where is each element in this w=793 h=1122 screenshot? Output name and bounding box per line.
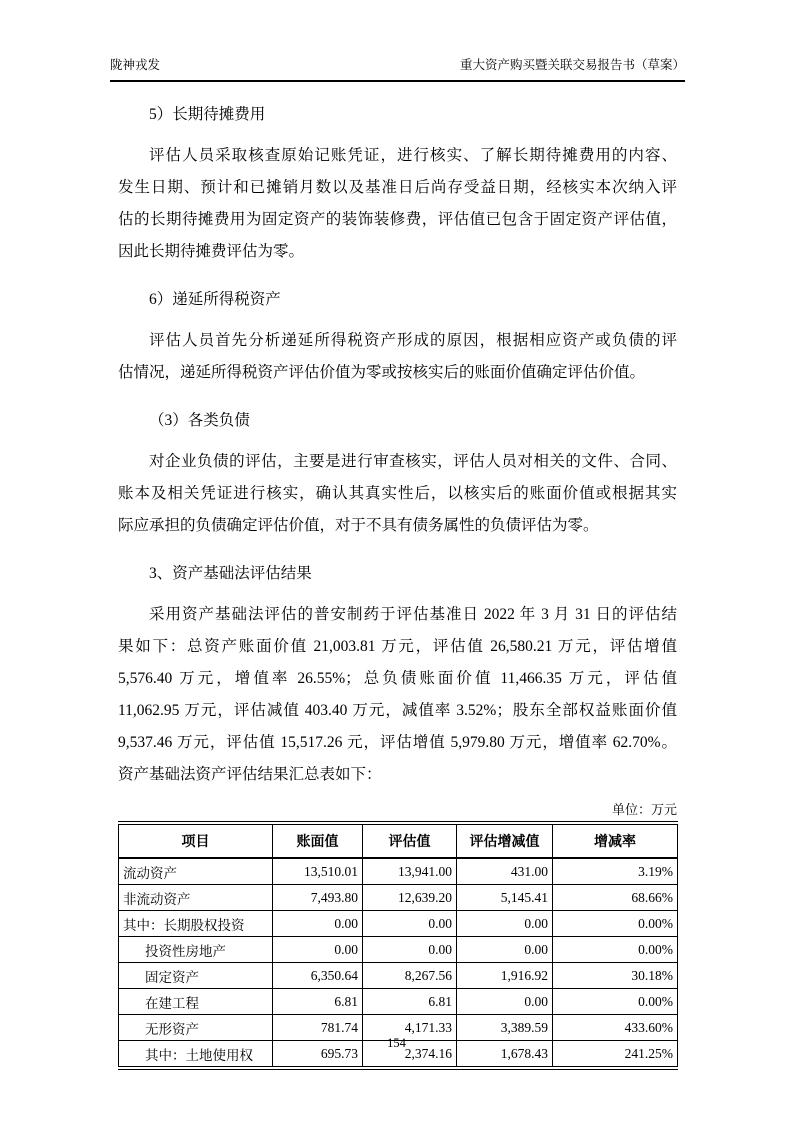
heading-deferred-tax-assets: 6）递延所得税资产 — [149, 291, 281, 308]
cell-item: 在建工程 — [119, 989, 273, 1015]
cell-item: 固定资产 — [119, 963, 273, 989]
cell-change: 0.00 — [457, 937, 553, 963]
cell-book-value: 781.74 — [273, 1015, 363, 1041]
paragraph-deferred-tax — [118, 325, 677, 389]
para-line: 采用资产基础法评估的普安制药于评估基准日 2022 年 3 月 31 日的评估结 — [149, 606, 677, 623]
cell-item: 投资性房地产 — [119, 937, 273, 963]
header-right-text: 重大资产购买暨关联交易报告书（草案） — [459, 58, 685, 72]
cell-book-value: 0.00 — [273, 937, 363, 963]
cell-book-value: 13,510.01 — [273, 858, 363, 885]
para-line: 账本及相关凭证进行核实，确认其真实性后，以核实后的账面价值或根据其实 — [118, 485, 677, 502]
cell-change-rate: 0.00% — [553, 937, 678, 963]
header-left-text: 陇神戎发 — [110, 58, 161, 72]
para-line: 评估人员首先分析递延所得税资产形成的原因，根据相应资产或负债的评 — [149, 332, 677, 349]
cell-change: 0.00 — [457, 989, 553, 1015]
cell-item: 无形资产 — [119, 1015, 273, 1041]
cell-item: 流动资产 — [119, 858, 273, 885]
unit-label: 单位：万元 — [611, 802, 677, 817]
table-row — [119, 885, 678, 911]
table-row — [119, 858, 678, 885]
heading-liabilities: （3）各类负债 — [149, 412, 250, 429]
cell-appraised-value: 0.00 — [363, 911, 457, 937]
cell-change: 1,916.92 — [457, 963, 553, 989]
cell-appraised-value: 13,941.00 — [363, 858, 457, 885]
paragraph-valuation-result — [118, 599, 677, 791]
para-line: 资产基础法资产评估结果汇总表如下： — [118, 766, 382, 783]
para-line: 果如下：总资产账面价值 21,003.81 万元，评估值 26,580.21 万元，评估增值 — [118, 638, 677, 655]
column-header-item: 项目 — [119, 823, 273, 858]
table-header-row — [119, 823, 678, 858]
column-header-change-rate: 增减率 — [553, 823, 678, 858]
para-line: 对企业负债的评估，主要是进行审查核实，评估人员对相关的文件、合同、 — [149, 453, 677, 470]
para-line: 发生日期、预计和已摊销月数以及基准日后尚存受益日期，经核实本次纳入评 — [118, 179, 677, 196]
cell-change: 5,145.41 — [457, 885, 553, 911]
cell-book-value: 695.73 — [273, 1041, 363, 1069]
cell-appraised-value: 8,267.56 — [363, 963, 457, 989]
para-line: 因此长期待摊费评估为零。 — [118, 243, 305, 260]
table-row — [119, 963, 678, 989]
cell-appraised-value: 2,374.16 — [363, 1041, 457, 1069]
cell-appraised-value: 6.81 — [363, 989, 457, 1015]
cell-change: 431.00 — [457, 858, 553, 885]
cell-change-rate: 3.19% — [553, 858, 678, 885]
cell-change-rate: 0.00% — [553, 911, 678, 937]
cell-item: 非流动资产 — [119, 885, 273, 911]
valuation-summary-table — [118, 821, 678, 1070]
para-line: 评估人员采取核查原始记账凭证，进行核实、了解长期待摊费用的内容、 — [149, 147, 677, 164]
cell-item: 其中：长期股权投资 — [119, 911, 273, 937]
cell-change-rate: 68.66% — [553, 885, 678, 911]
cell-appraised-value: 4,171.33 — [363, 1015, 457, 1041]
cell-appraised-value: 12,639.20 — [363, 885, 457, 911]
table-row — [119, 937, 678, 963]
column-header-change: 评估增减值 — [457, 823, 553, 858]
cell-item: 其中：土地使用权 — [119, 1041, 273, 1069]
para-line: 估的长期待摊费用为固定资产的装饰装修费，评估值已包含于固定资产评估值， — [118, 211, 677, 228]
heading-long-term-deferred-expenses: 5）长期待摊费用 — [149, 106, 266, 123]
para-line: 9,537.46 万元，评估值 15,517.26 元，评估增值 5,979.80 万元，增值率 62.70%。 — [118, 734, 677, 751]
page-header — [110, 55, 685, 82]
cell-book-value: 7,493.80 — [273, 885, 363, 911]
cell-appraised-value: 0.00 — [363, 937, 457, 963]
cell-book-value: 6.81 — [273, 989, 363, 1015]
paragraph-deferred-expenses — [118, 140, 677, 268]
cell-change: 0.00 — [457, 911, 553, 937]
body-block — [110, 99, 685, 1070]
cell-change: 3,389.59 — [457, 1015, 553, 1041]
cell-change-rate: 433.60% — [553, 1015, 678, 1041]
table-row — [119, 911, 678, 937]
table-row — [119, 989, 678, 1015]
para-line: 5,576.40 万元，增值率 26.55%；总负债账面价值 11,466.35 万元，评估值 — [118, 670, 677, 687]
page-number: 154 — [387, 1036, 406, 1050]
paragraph-liabilities — [118, 446, 677, 542]
column-header-book-value: 账面值 — [273, 823, 363, 858]
cell-change-rate: 30.18% — [553, 963, 678, 989]
heading-asset-based-result: 3、资产基础法评估结果 — [149, 565, 312, 582]
cell-book-value: 0.00 — [273, 911, 363, 937]
page-content — [110, 55, 685, 1070]
cell-change-rate: 241.25% — [553, 1041, 678, 1069]
para-line: 际应承担的负债确定评估价值，对于不具有债务属性的负债评估为零。 — [118, 517, 599, 534]
column-header-appraised-value: 评估值 — [363, 823, 457, 858]
para-line: 11,062.95 万元，评估减值 403.40 万元，减值率 3.52%；股东全部权益账面价值 — [118, 702, 677, 719]
cell-book-value: 6,350.64 — [273, 963, 363, 989]
cell-change-rate: 0.00% — [553, 989, 678, 1015]
cell-change: 1,678.43 — [457, 1041, 553, 1069]
para-line: 估情况，递延所得税资产评估价值为零或按核实后的账面价值确定评估价值。 — [118, 364, 646, 381]
